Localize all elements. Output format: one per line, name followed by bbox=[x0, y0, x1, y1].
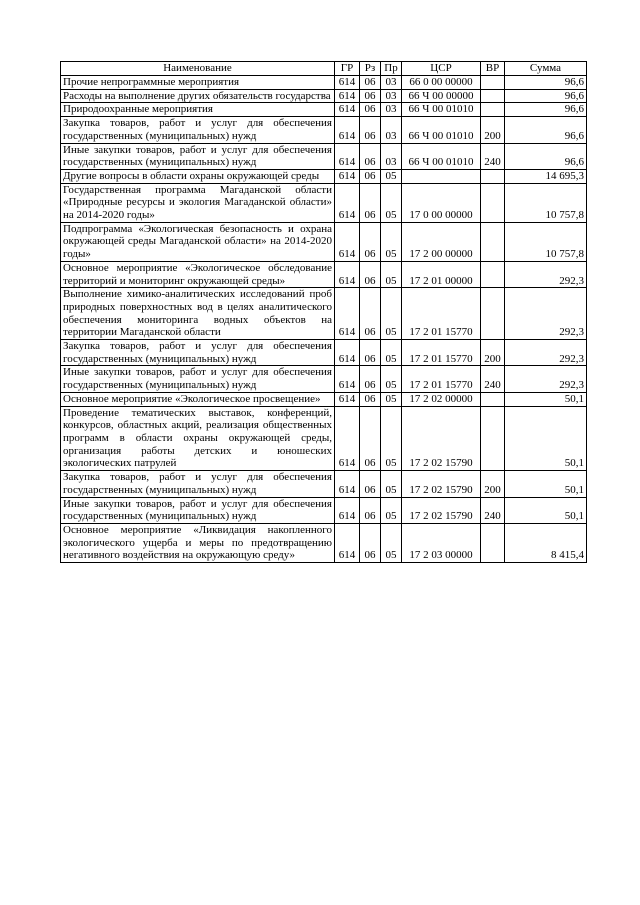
cell-csr: 17 2 01 15770 bbox=[402, 366, 481, 392]
cell-name: Проведение тематических выставок, конференций, конкурсов, областных акций, реализация общественных программ в области охраны окружающей среды, организация работы детских и юношеских экологических патрулей bbox=[61, 406, 335, 471]
cell-csr: 17 2 03 00000 bbox=[402, 523, 481, 562]
header-vr: ВР bbox=[481, 62, 505, 76]
table-row bbox=[61, 103, 587, 117]
cell-rz: 06 bbox=[360, 406, 381, 471]
cell-csr: 66 Ч 00 01010 bbox=[402, 143, 481, 169]
cell-sum: 292,3 bbox=[505, 340, 587, 366]
cell-csr: 66 Ч 00 01010 bbox=[402, 103, 481, 117]
table-row bbox=[61, 261, 587, 287]
cell-gr: 614 bbox=[335, 183, 360, 222]
cell-rz: 06 bbox=[360, 222, 381, 261]
cell-pr: 03 bbox=[381, 117, 402, 143]
cell-gr: 614 bbox=[335, 261, 360, 287]
cell-pr: 05 bbox=[381, 261, 402, 287]
cell-pr: 03 bbox=[381, 76, 402, 90]
table-body bbox=[61, 76, 587, 563]
header-sum: Сумма bbox=[505, 62, 587, 76]
cell-gr: 614 bbox=[335, 103, 360, 117]
cell-rz: 06 bbox=[360, 366, 381, 392]
budget-table bbox=[60, 61, 587, 563]
cell-vr: 200 bbox=[481, 471, 505, 497]
cell-sum: 292,3 bbox=[505, 366, 587, 392]
cell-vr bbox=[481, 89, 505, 103]
table-row bbox=[61, 183, 587, 222]
cell-gr: 614 bbox=[335, 471, 360, 497]
cell-csr: 17 2 01 15770 bbox=[402, 340, 481, 366]
cell-pr: 05 bbox=[381, 392, 402, 406]
cell-vr bbox=[481, 406, 505, 471]
cell-vr bbox=[481, 392, 505, 406]
cell-csr: 17 2 02 15790 bbox=[402, 406, 481, 471]
cell-vr bbox=[481, 169, 505, 183]
cell-vr: 240 bbox=[481, 143, 505, 169]
cell-gr: 614 bbox=[335, 288, 360, 340]
cell-rz: 06 bbox=[360, 471, 381, 497]
cell-sum: 14 695,3 bbox=[505, 169, 587, 183]
table-header-row bbox=[61, 62, 587, 76]
header-rz: Рз bbox=[360, 62, 381, 76]
table-row bbox=[61, 340, 587, 366]
cell-rz: 06 bbox=[360, 103, 381, 117]
cell-pr: 05 bbox=[381, 471, 402, 497]
cell-vr: 240 bbox=[481, 497, 505, 523]
cell-gr: 614 bbox=[335, 117, 360, 143]
cell-csr: 66 Ч 00 00000 bbox=[402, 89, 481, 103]
cell-csr: 17 2 02 15790 bbox=[402, 471, 481, 497]
cell-sum: 96,6 bbox=[505, 117, 587, 143]
cell-csr: 17 2 00 00000 bbox=[402, 222, 481, 261]
cell-name: Иные закупки товаров, работ и услуг для обеспечения государственных (муниципальных) нужд bbox=[61, 497, 335, 523]
cell-name: Закупка товаров, работ и услуг для обеспечения государственных (муниципальных) нужд bbox=[61, 117, 335, 143]
cell-name: Другие вопросы в области охраны окружающей среды bbox=[61, 169, 335, 183]
cell-rz: 06 bbox=[360, 89, 381, 103]
cell-rz: 06 bbox=[360, 261, 381, 287]
table-row bbox=[61, 222, 587, 261]
header-gr: ГР bbox=[335, 62, 360, 76]
cell-rz: 06 bbox=[360, 497, 381, 523]
table-row bbox=[61, 143, 587, 169]
cell-pr: 05 bbox=[381, 523, 402, 562]
cell-sum: 96,6 bbox=[505, 143, 587, 169]
table-row bbox=[61, 117, 587, 143]
cell-rz: 06 bbox=[360, 340, 381, 366]
cell-rz: 06 bbox=[360, 169, 381, 183]
cell-vr bbox=[481, 261, 505, 287]
cell-pr: 05 bbox=[381, 497, 402, 523]
cell-name: Основное мероприятие «Экологическое обследование территорий и мониторинг окружающей среды» bbox=[61, 261, 335, 287]
cell-vr bbox=[481, 76, 505, 90]
cell-csr: 17 2 02 15790 bbox=[402, 497, 481, 523]
cell-name: Расходы на выполнение других обязательств государства bbox=[61, 89, 335, 103]
cell-name: Государственная программа Магаданской области «Природные ресурсы и экология Магаданской области» на 2014-2020 годы» bbox=[61, 183, 335, 222]
table-row bbox=[61, 366, 587, 392]
table-row bbox=[61, 497, 587, 523]
cell-name: Прочие непрограммные мероприятия bbox=[61, 76, 335, 90]
cell-sum: 50,1 bbox=[505, 497, 587, 523]
cell-name: Иные закупки товаров, работ и услуг для обеспечения государственных (муниципальных) нужд bbox=[61, 366, 335, 392]
header-pr: Пр bbox=[381, 62, 402, 76]
cell-csr: 17 2 02 00000 bbox=[402, 392, 481, 406]
cell-pr: 03 bbox=[381, 143, 402, 169]
cell-rz: 06 bbox=[360, 183, 381, 222]
cell-csr: 66 Ч 00 01010 bbox=[402, 117, 481, 143]
cell-name: Основное мероприятие «Ликвидация накопленного экологического ущерба и меры по предотвращению негативного воздействия на окружающую среду» bbox=[61, 523, 335, 562]
cell-name: Основное мероприятие «Экологическое просвещение» bbox=[61, 392, 335, 406]
cell-vr bbox=[481, 288, 505, 340]
cell-name: Выполнение химико-аналитических исследований проб природных поверхностных вод в целях аналитического обеспечения мониторинга водных объектов на территории Магаданской области bbox=[61, 288, 335, 340]
cell-rz: 06 bbox=[360, 523, 381, 562]
cell-sum: 96,6 bbox=[505, 89, 587, 103]
cell-csr: 66 0 00 00000 bbox=[402, 76, 481, 90]
table-row bbox=[61, 288, 587, 340]
header-name: Наименование bbox=[61, 62, 335, 76]
cell-pr: 05 bbox=[381, 169, 402, 183]
cell-vr: 240 bbox=[481, 366, 505, 392]
cell-sum: 292,3 bbox=[505, 288, 587, 340]
cell-rz: 06 bbox=[360, 143, 381, 169]
cell-sum: 96,6 bbox=[505, 76, 587, 90]
cell-vr: 200 bbox=[481, 340, 505, 366]
cell-csr: 17 2 01 15770 bbox=[402, 288, 481, 340]
cell-sum: 96,6 bbox=[505, 103, 587, 117]
table-row bbox=[61, 471, 587, 497]
cell-gr: 614 bbox=[335, 392, 360, 406]
cell-gr: 614 bbox=[335, 143, 360, 169]
cell-name: Закупка товаров, работ и услуг для обеспечения государственных (муниципальных) нужд bbox=[61, 471, 335, 497]
cell-sum: 10 757,8 bbox=[505, 222, 587, 261]
cell-rz: 06 bbox=[360, 288, 381, 340]
cell-vr: 200 bbox=[481, 117, 505, 143]
cell-rz: 06 bbox=[360, 76, 381, 90]
cell-sum: 50,1 bbox=[505, 406, 587, 471]
cell-gr: 614 bbox=[335, 366, 360, 392]
cell-gr: 614 bbox=[335, 222, 360, 261]
cell-csr bbox=[402, 169, 481, 183]
table-row bbox=[61, 523, 587, 562]
cell-pr: 05 bbox=[381, 288, 402, 340]
cell-sum: 292,3 bbox=[505, 261, 587, 287]
cell-sum: 50,1 bbox=[505, 471, 587, 497]
cell-sum: 8 415,4 bbox=[505, 523, 587, 562]
cell-gr: 614 bbox=[335, 406, 360, 471]
table-row bbox=[61, 392, 587, 406]
cell-rz: 06 bbox=[360, 392, 381, 406]
cell-sum: 50,1 bbox=[505, 392, 587, 406]
cell-vr bbox=[481, 183, 505, 222]
cell-csr: 17 2 01 00000 bbox=[402, 261, 481, 287]
cell-pr: 05 bbox=[381, 366, 402, 392]
cell-csr: 17 0 00 00000 bbox=[402, 183, 481, 222]
cell-vr bbox=[481, 222, 505, 261]
cell-pr: 03 bbox=[381, 103, 402, 117]
cell-pr: 05 bbox=[381, 222, 402, 261]
cell-name: Закупка товаров, работ и услуг для обеспечения государственных (муниципальных) нужд bbox=[61, 340, 335, 366]
cell-pr: 03 bbox=[381, 89, 402, 103]
cell-gr: 614 bbox=[335, 340, 360, 366]
cell-pr: 05 bbox=[381, 340, 402, 366]
cell-gr: 614 bbox=[335, 169, 360, 183]
cell-rz: 06 bbox=[360, 117, 381, 143]
table-row bbox=[61, 169, 587, 183]
table-row bbox=[61, 76, 587, 90]
cell-vr bbox=[481, 103, 505, 117]
cell-sum: 10 757,8 bbox=[505, 183, 587, 222]
table-row bbox=[61, 89, 587, 103]
cell-pr: 05 bbox=[381, 406, 402, 471]
cell-gr: 614 bbox=[335, 89, 360, 103]
cell-name: Природоохранные мероприятия bbox=[61, 103, 335, 117]
cell-name: Подпрограмма «Экологическая безопасность и охрана окружающей среды Магаданской области» на 2014-2020 годы» bbox=[61, 222, 335, 261]
cell-gr: 614 bbox=[335, 76, 360, 90]
header-csr: ЦСР bbox=[402, 62, 481, 76]
cell-vr bbox=[481, 523, 505, 562]
cell-gr: 614 bbox=[335, 497, 360, 523]
cell-name: Иные закупки товаров, работ и услуг для обеспечения государственных (муниципальных) нужд bbox=[61, 143, 335, 169]
cell-pr: 05 bbox=[381, 183, 402, 222]
table-row bbox=[61, 406, 587, 471]
cell-gr: 614 bbox=[335, 523, 360, 562]
